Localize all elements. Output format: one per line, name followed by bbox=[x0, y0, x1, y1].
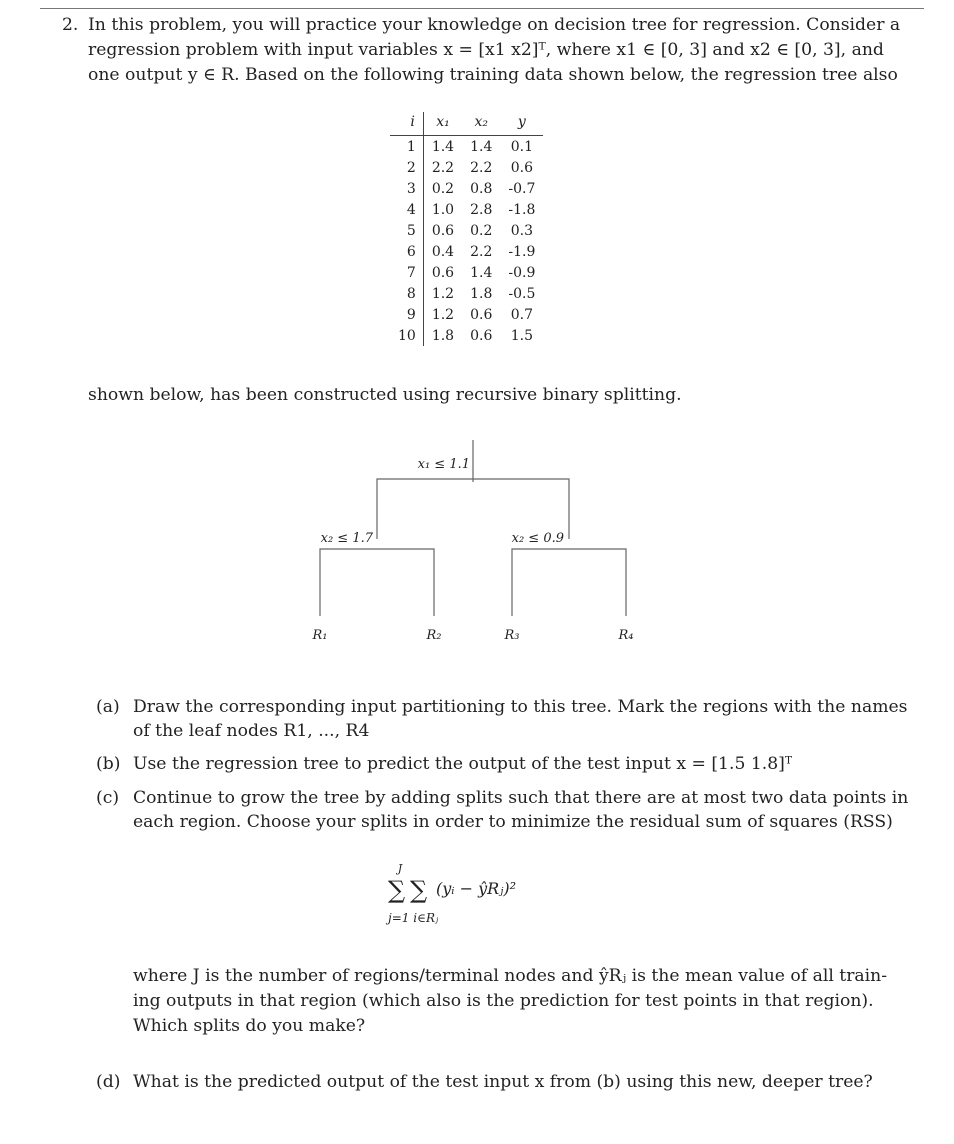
rss-formula bbox=[380, 860, 600, 940]
left-split-label: x₂ ≤ 1.7 bbox=[320, 531, 373, 546]
cell-x1: 1.2 bbox=[431, 285, 455, 302]
cell-y: -0.5 bbox=[508, 285, 536, 302]
intro-line-3: one output y ∈ R. Based on the following training data shown below, the regression tree also bbox=[88, 65, 898, 85]
cell-y: 0.3 bbox=[510, 222, 533, 239]
table-row bbox=[390, 178, 543, 199]
cell-x2: 2.2 bbox=[470, 243, 493, 260]
formula-body: (yᵢ − ŷRⱼ)² bbox=[436, 879, 517, 898]
cell-y: -0.7 bbox=[508, 180, 536, 197]
row-index: 7 bbox=[390, 262, 423, 283]
question-c-after-line-3: Which splits do you make? bbox=[133, 1016, 366, 1036]
question-a-line-2: of the leaf nodes R1, ..., R4 bbox=[133, 721, 370, 741]
cell-y: 0.6 bbox=[510, 159, 533, 176]
cell-x1: 0.2 bbox=[431, 180, 455, 197]
question-b-text: Use the regression tree to predict the output of the test input x = [1.5 1.8]ᵀ bbox=[133, 754, 793, 774]
cell-y: -0.9 bbox=[508, 264, 536, 281]
intro-line-2: regression problem with input variables x = [x1 x2]ᵀ, where x1 ∈ [0, 3] and x2 ∈ [0, 3], and bbox=[88, 40, 884, 60]
cell-x1: 1.8 bbox=[431, 327, 455, 344]
cell-x1: 0.6 bbox=[431, 264, 455, 281]
leaf-r4: R₄ bbox=[618, 628, 634, 643]
table-row bbox=[390, 304, 543, 325]
table-row bbox=[390, 262, 543, 283]
row-index: 8 bbox=[390, 283, 423, 304]
cell-y: -1.9 bbox=[508, 243, 536, 260]
question-c-after-line-1: where J is the number of regions/terminal nodes and ŷRⱼ is the mean value of all train- bbox=[133, 966, 888, 986]
row-index: 6 bbox=[390, 241, 423, 262]
leaf-r2: R₂ bbox=[426, 628, 442, 643]
regression-tree-diagram bbox=[300, 436, 660, 656]
cell-x2: 1.8 bbox=[470, 285, 493, 302]
tree-right-branch bbox=[512, 549, 626, 616]
table-row bbox=[390, 241, 543, 262]
cell-x2: 2.8 bbox=[470, 201, 493, 218]
formula-lower-limits: j=1 i∈Rⱼ bbox=[388, 911, 439, 925]
table-row bbox=[390, 325, 543, 346]
table-header-row bbox=[390, 112, 543, 136]
formula-upper-limit: J bbox=[397, 862, 403, 875]
formula-sum-2-icon: ∑ bbox=[410, 876, 428, 904]
row-index: 2 bbox=[390, 157, 423, 178]
table-row bbox=[390, 157, 543, 178]
cell-x1: 0.4 bbox=[431, 243, 455, 260]
cell-x2: 0.2 bbox=[470, 222, 493, 239]
problem-number: 2. bbox=[62, 15, 79, 35]
question-c-line-2: each region. Choose your splits in order to minimize the residual sum of squares (RSS) bbox=[133, 812, 893, 832]
cell-x2: 0.6 bbox=[470, 306, 493, 323]
leaf-r3: R₃ bbox=[504, 628, 520, 643]
row-index: 10 bbox=[390, 325, 423, 346]
header-y: y bbox=[500, 112, 543, 136]
cell-y: 0.7 bbox=[510, 306, 533, 323]
cell-x2: 1.4 bbox=[470, 264, 493, 281]
tree-root-branch bbox=[377, 479, 569, 539]
cell-x1: 1.4 bbox=[431, 138, 455, 155]
top-rule bbox=[40, 8, 924, 9]
question-a-label: (a) bbox=[96, 697, 120, 717]
cell-y: 1.5 bbox=[510, 327, 533, 344]
tree-left-branch bbox=[320, 549, 434, 616]
formula-sum-1-icon: ∑ bbox=[388, 876, 406, 904]
cell-x2: 0.8 bbox=[470, 180, 493, 197]
cell-x1: 1.2 bbox=[431, 306, 455, 323]
question-c-label: (c) bbox=[96, 788, 120, 808]
question-d-text: What is the predicted output of the test input x from (b) using this new, deeper tree? bbox=[133, 1072, 873, 1092]
table-row bbox=[390, 136, 543, 158]
intro-line-1: In this problem, you will practice your knowledge on decision tree for regression. Consider a bbox=[88, 15, 901, 35]
cell-x1: 1.0 bbox=[431, 201, 455, 218]
row-index: 9 bbox=[390, 304, 423, 325]
cell-y: -1.8 bbox=[508, 201, 536, 218]
cell-y: 0.1 bbox=[510, 138, 533, 155]
cell-x1: 0.6 bbox=[431, 222, 455, 239]
cell-x2: 0.6 bbox=[470, 327, 493, 344]
header-i: i bbox=[390, 112, 423, 136]
header-x1: x₁ bbox=[423, 112, 462, 136]
table-row bbox=[390, 283, 543, 304]
table-row bbox=[390, 199, 543, 220]
cell-x2: 1.4 bbox=[470, 138, 493, 155]
training-data-table bbox=[390, 112, 543, 346]
cell-x1: 2.2 bbox=[431, 159, 455, 176]
row-index: 1 bbox=[390, 136, 423, 158]
question-c-after-line-2: ing outputs in that region (which also is the prediction for test points in that region). bbox=[133, 991, 874, 1011]
row-index: 3 bbox=[390, 178, 423, 199]
right-split-label: x₂ ≤ 0.9 bbox=[511, 531, 564, 546]
question-d-label: (d) bbox=[96, 1072, 121, 1092]
after-table-text: shown below, has been constructed using recursive binary splitting. bbox=[88, 385, 682, 405]
question-a-line-1: Draw the corresponding input partitioning to this tree. Mark the regions with the names bbox=[133, 697, 908, 717]
cell-x2: 2.2 bbox=[470, 159, 493, 176]
question-c-line-1: Continue to grow the tree by adding splits such that there are at most two data points in bbox=[133, 788, 909, 808]
table-row bbox=[390, 220, 543, 241]
header-x2: x₂ bbox=[462, 112, 500, 136]
row-index: 4 bbox=[390, 199, 423, 220]
question-b-label: (b) bbox=[96, 754, 121, 774]
leaf-r1: R₁ bbox=[312, 628, 328, 643]
row-index: 5 bbox=[390, 220, 423, 241]
table-body bbox=[390, 136, 543, 347]
root-split-label: x₁ ≤ 1.1 bbox=[417, 457, 470, 472]
